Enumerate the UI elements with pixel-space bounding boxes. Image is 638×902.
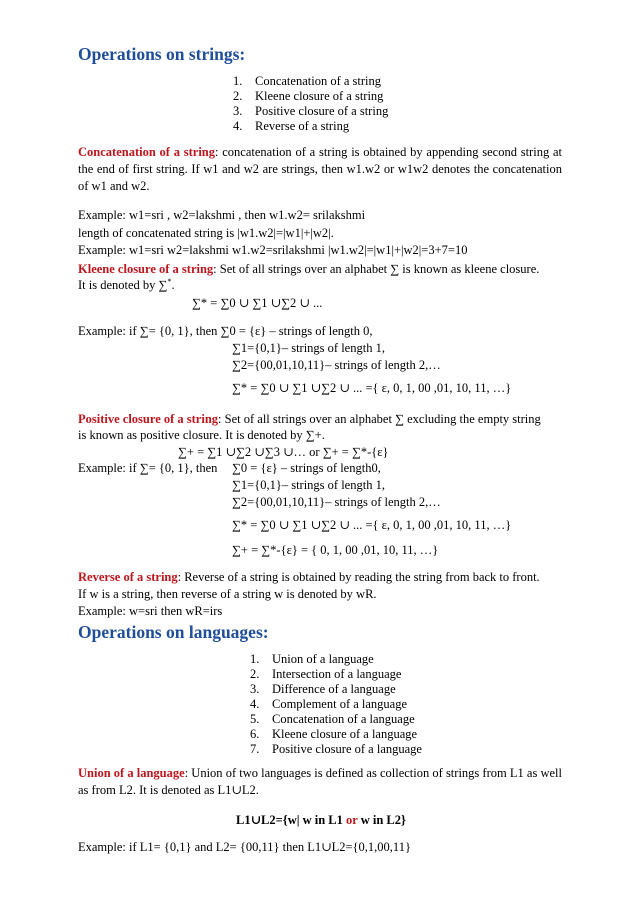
union-heading: Union of a language <box>78 766 185 780</box>
positive-result-2: ∑+ = ∑*-{ε} = { 0, 1, 00 ,01, 10, 11, …} <box>232 543 439 557</box>
list-item: 3. Positive closure of a string <box>233 104 389 118</box>
concatenation-length-note: length of concatenated string is |w1.w2|=|w1|+|w2|. <box>78 226 334 240</box>
list-item: 2. Kleene closure of a string <box>233 89 384 103</box>
languages-toc-list <box>250 652 422 757</box>
kleene-line-1: Kleene closure of a string: Set of all strings over an alphabet ∑ is known as kleene closure. <box>78 262 540 276</box>
strings-toc-list <box>233 74 388 134</box>
concatenation-example-1: Example: w1=sri , w2=lakshmi , then w1.w2= srilakshmi <box>78 208 366 222</box>
reverse-heading: Reverse of a string <box>78 570 178 584</box>
positive-example-line-0: ∑0 = {ε} – strings of length0, <box>232 461 381 475</box>
reverse-example: Example: w=sri then wR=irs <box>78 604 223 618</box>
reverse-line-1: Reverse of a string: Reverse of a string is obtained by reading the string from back to front. <box>78 570 540 584</box>
list-item: 4. Reverse of a string <box>233 119 350 133</box>
reverse-line-2: If w is a string, then reverse of a string w is denoted by wR. <box>78 587 377 601</box>
positive-formula: ∑+ = ∑1 ∪∑2 ∪∑3 ∪… or ∑+ = ∑*-{ε} <box>178 445 389 459</box>
section-title-strings: Operations on strings: <box>78 44 246 64</box>
list-item: 1. Union of a language <box>250 652 374 666</box>
kleene-formula: ∑* = ∑0 ∪ ∑1 ∪∑2 ∪ ... <box>192 296 323 310</box>
list-item: 3. Difference of a language <box>250 682 396 696</box>
kleene-line-2: It is denoted by ∑*. <box>78 277 175 292</box>
concatenation-example-2: Example: w1=sri w2=lakshmi w1.w2=srilakshmi |w1.w2|=|w1|+|w2|=3+7=10 <box>78 243 468 257</box>
list-item: 5. Concatenation of a language <box>250 712 415 726</box>
section-title-languages: Operations on languages: <box>78 622 269 642</box>
kleene-heading: Kleene closure of a string <box>78 262 214 276</box>
list-item: 4. Complement of a language <box>250 697 408 711</box>
concatenation-heading: Concatenation of a string <box>78 145 216 159</box>
positive-example-label: Example: if ∑= {0, 1}, then <box>78 461 218 475</box>
positive-heading: Positive closure of a string <box>78 412 219 426</box>
positive-example-line-2: ∑2={00,01,10,11}– strings of length 2,… <box>232 495 441 509</box>
list-item: 1. Concatenation of a string <box>233 74 382 88</box>
list-item: 6. Kleene closure of a language <box>250 727 418 741</box>
union-formula: L1∪L2={w| w in L1 or w in L2} <box>236 813 406 827</box>
union-paragraph: Union of a language: Union of two languages is defined as collection of strings from L1 as well as from L2. It is denoted as L1∪L2. <box>78 766 562 797</box>
positive-line-2: is known as positive closure. It is denoted by ∑+. <box>78 428 325 442</box>
list-item: 7. Positive closure of a language <box>250 742 422 756</box>
union-example: Example: if L1= {0,1} and L2= {00,11} then L1∪L2={0,1,00,11} <box>78 840 411 854</box>
list-item: 2. Intersection of a language <box>250 667 402 681</box>
kleene-example-line-0: Example: if ∑= {0, 1}, then ∑0 = {ε} – strings of length 0, <box>78 324 373 338</box>
kleene-result: ∑* = ∑0 ∪ ∑1 ∪∑2 ∪ ... ={ ε, 0, 1, 00 ,01, 10, 11, …} <box>232 381 512 395</box>
kleene-example-line-2: ∑2={00,01,10,11}– strings of length 2,… <box>232 358 441 372</box>
concatenation-paragraph: Concatenation of a string: concatenation of a string is obtained by appending second string at the end of first string. If w1 and w2 are strings, then w1.w2 or w1w2 denotes the concatenation of w1 and w2. <box>78 145 562 193</box>
positive-result-1: ∑* = ∑0 ∪ ∑1 ∪∑2 ∪ ... ={ ε, 0, 1, 00 ,01, 10, 11, …} <box>232 518 512 532</box>
positive-line-1: Positive closure of a string: Set of all strings over an alphabet ∑ excluding the empty string <box>78 412 541 426</box>
positive-example-line-1: ∑1={0,1}– strings of length 1, <box>232 478 385 492</box>
kleene-example-line-1: ∑1={0,1}– strings of length 1, <box>232 341 385 355</box>
